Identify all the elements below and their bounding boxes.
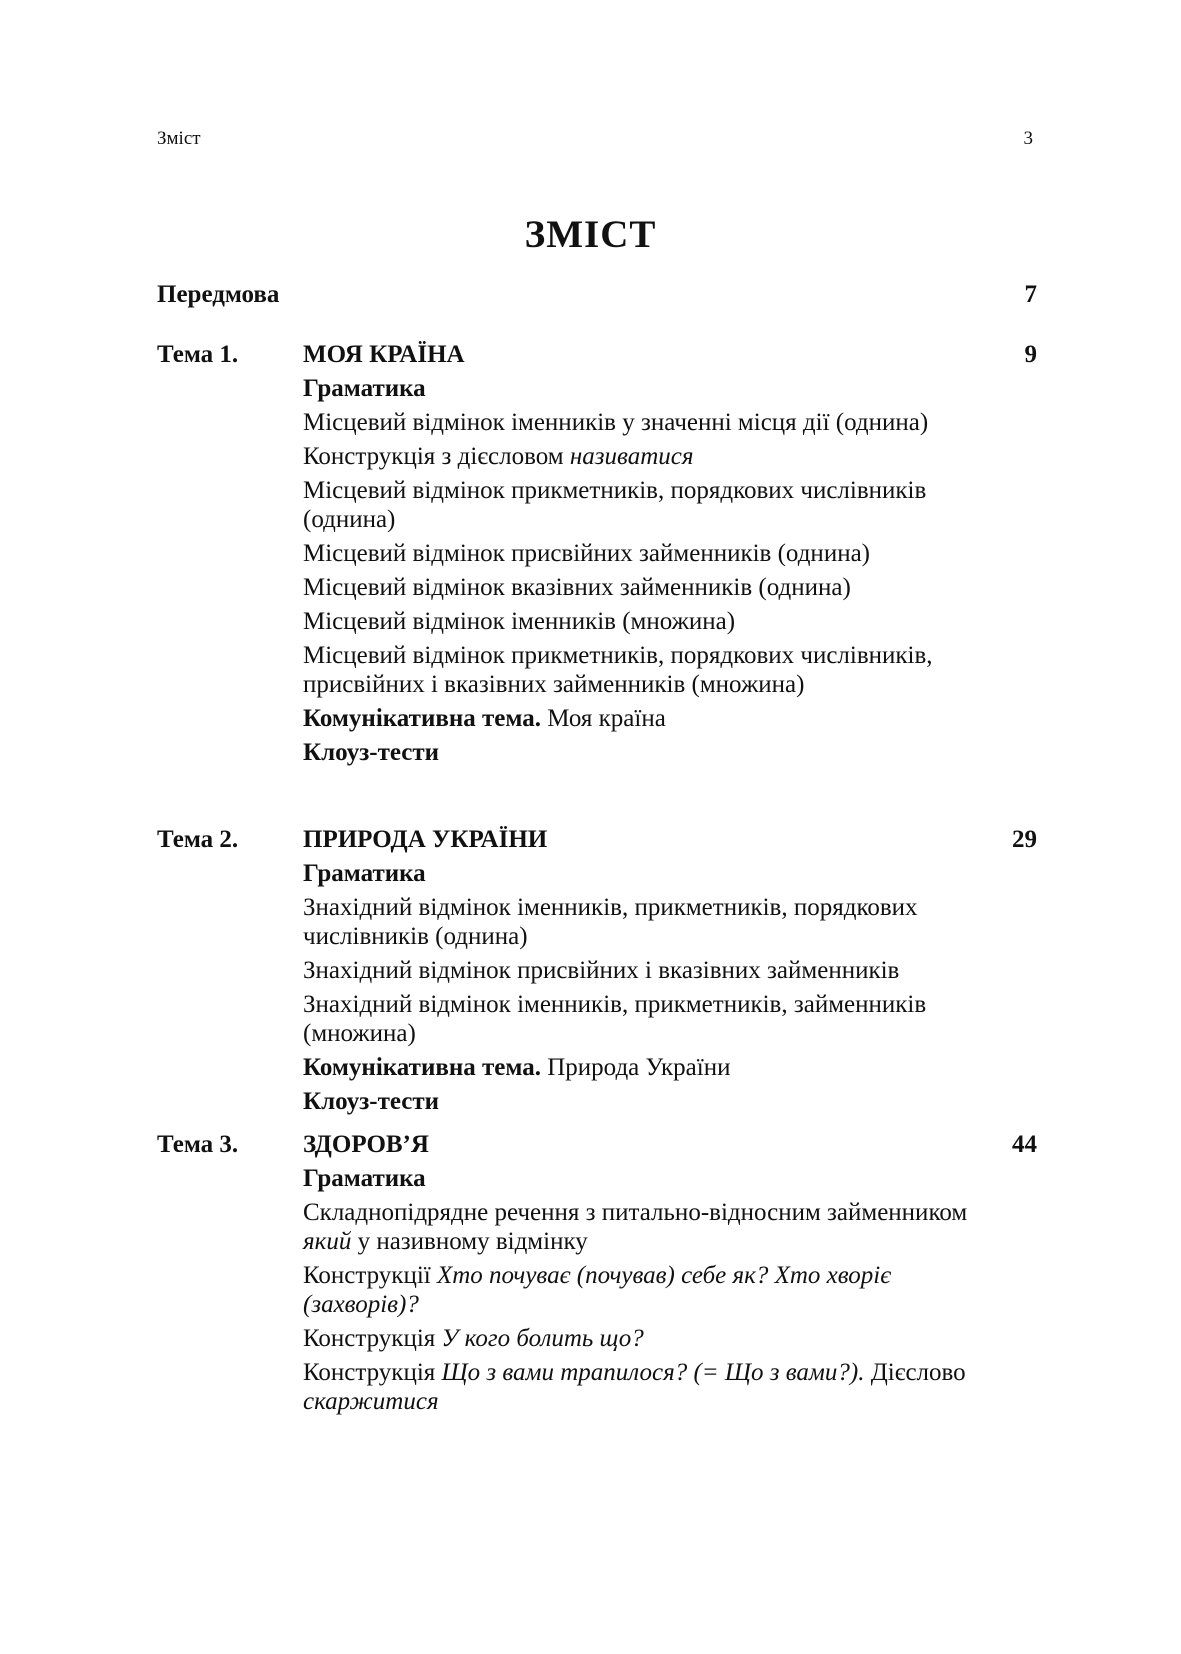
communicative-value: Моя країна <box>547 705 666 732</box>
toc-entry-topic-1[interactable] <box>157 341 1037 371</box>
topic-3-contents <box>303 1164 1003 1421</box>
topic-page: 9 <box>1024 341 1037 368</box>
topic-page: 44 <box>1012 1131 1037 1158</box>
grammar-item: Знахідний відмінок іменників, прикметників, порядкових числівників (однина) <box>303 894 918 950</box>
grammar-item <box>303 1324 1003 1353</box>
grammar-item-italic: У кого болить що? <box>441 1325 644 1352</box>
grammar-item: Місцевий відмінок прикметників, порядкових числівників, присвійних і вказівних займенників (множина) <box>303 642 933 698</box>
grammar-heading: Граматика <box>303 1165 426 1192</box>
grammar-item-text: Конструкція <box>303 1359 436 1386</box>
grammar-item-text: Конструкція <box>303 1325 436 1352</box>
grammar-item-text: Конструкція з дієсловом <box>303 443 564 470</box>
topic-label: Тема 1. <box>157 341 239 368</box>
running-head: Зміст <box>157 128 201 149</box>
topic-1-contents <box>303 374 1003 772</box>
grammar-item-text: Дієслово <box>870 1359 966 1386</box>
cloze-tests: Клоуз-тести <box>303 739 440 766</box>
grammar-item-text: Складнопідрядне речення з питально-відносним займенником <box>303 1199 968 1226</box>
grammar-item: Місцевий відмінок вказівних займенників (однина) <box>303 574 851 601</box>
grammar-item <box>303 1198 1003 1256</box>
communicative-topic <box>303 704 1003 733</box>
preface-label: Передмова <box>157 281 280 308</box>
grammar-item: Місцевий відмінок іменників у значенні місця дії (однина) <box>303 409 929 436</box>
grammar-item-text: у називному відмінку <box>357 1228 588 1255</box>
preface-page: 7 <box>1024 281 1037 308</box>
grammar-item <box>303 1261 1003 1319</box>
grammar-item-italic: Що з вами трапилося? (= Що з вами?). <box>441 1359 865 1386</box>
grammar-item-italic: називатися <box>569 443 694 470</box>
communicative-label: Комунікативна тема. <box>303 1054 541 1081</box>
grammar-item: Знахідний відмінок іменників, прикметників, займенників (множина) <box>303 991 927 1047</box>
grammar-item-italic: Хто почуває (почував) себе як? Хто хворіє (захворів)? <box>303 1262 892 1318</box>
topic-2-contents <box>303 859 1003 1121</box>
toc-entry-topic-2[interactable] <box>157 826 1037 856</box>
grammar-item: Місцевий відмінок присвійних займенників (однина) <box>303 540 870 567</box>
grammar-item: Знахідний відмінок присвійних і вказівних займенників <box>303 957 900 984</box>
grammar-item: Місцевий відмінок прикметників, порядкових числівників (однина) <box>303 477 927 533</box>
communicative-value: Природа України <box>547 1054 731 1081</box>
grammar-item: Місцевий відмінок іменників (множина) <box>303 608 736 635</box>
grammar-heading: Граматика <box>303 375 426 402</box>
grammar-item <box>303 442 1003 471</box>
grammar-heading: Граматика <box>303 860 426 887</box>
topic-label: Тема 2. <box>157 826 239 853</box>
toc-entry-preface[interactable] <box>157 281 1037 311</box>
page-number: 3 <box>1023 128 1033 149</box>
communicative-label: Комунікативна тема. <box>303 705 541 732</box>
topic-page: 29 <box>1012 826 1037 853</box>
grammar-item-italic: скаржитися <box>303 1388 439 1415</box>
topic-label: Тема 3. <box>157 1131 239 1158</box>
grammar-item-text: Конструкції <box>303 1262 431 1289</box>
grammar-item-italic: який <box>303 1228 352 1255</box>
page-title: ЗМІСТ <box>524 213 657 256</box>
grammar-item <box>303 1358 1003 1416</box>
topic-title: МОЯ КРАЇНА <box>303 341 465 368</box>
topic-title: ПРИРОДА УКРАЇНИ <box>303 826 548 853</box>
communicative-topic <box>303 1053 1003 1082</box>
topic-title: ЗДОРОВ’Я <box>303 1131 429 1158</box>
cloze-tests: Клоуз-тести <box>303 1088 440 1115</box>
toc-entry-topic-3[interactable] <box>157 1131 1037 1161</box>
